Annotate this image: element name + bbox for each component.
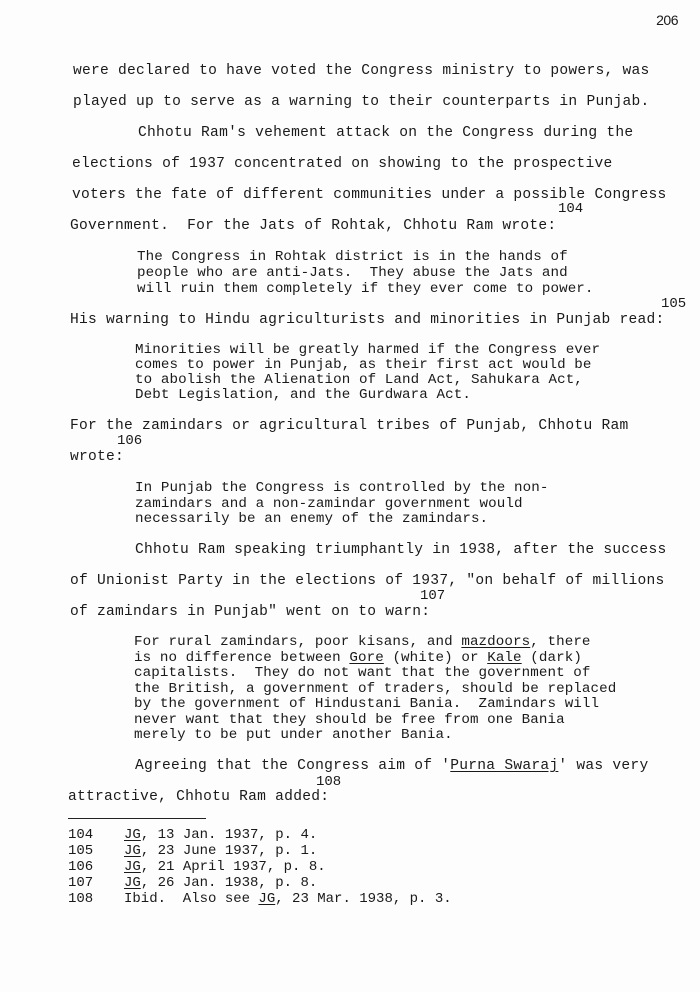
footnote-number: 104: [68, 827, 94, 843]
page-number: 206: [656, 12, 678, 28]
footnote-104: [68, 828, 317, 842]
quote-line: Minorities will be greatly harmed if the Congress ever: [135, 342, 601, 358]
footnote-text: , 26 Jan. 1938, p. 8.: [140, 875, 318, 891]
quote-line: never want that they should be free from one Bania: [134, 712, 565, 728]
footnote-number: 106: [68, 859, 94, 875]
text-line: [135, 758, 648, 774]
text-line: Chhotu Ram speaking triumphantly in 1938, after the success: [135, 542, 667, 558]
text-line: were declared to have voted the Congress ministry to powers, was: [73, 63, 650, 79]
text-line: His warning to Hindu agriculturists and minorities in Punjab read:: [70, 312, 665, 328]
quote-line: The Congress in Rohtak district is in the hands of: [137, 249, 568, 265]
text-line: wrote:: [70, 449, 125, 465]
footnote-number: 105: [68, 843, 94, 859]
quote-line: [134, 650, 582, 666]
text-line: For the zamindars or agricultural tribes of Punjab, Chhotu Ram: [70, 418, 629, 434]
footnote-number: 108: [68, 891, 94, 907]
footnote-ref-107: 107: [420, 588, 446, 604]
quote-line: necessarily be an enemy of the zamindars.: [135, 511, 489, 527]
quote-line: merely to be put under another Bania.: [134, 727, 453, 743]
footnote-text: , 23 June 1937, p. 1.: [140, 843, 318, 859]
underlined-term-kale: Kale: [487, 650, 522, 666]
text-span: Agreeing that the Congress aim of ': [135, 758, 451, 774]
footnote-source: JG: [124, 843, 141, 859]
quote-line: zamindars and a non-zamindar government would: [135, 496, 523, 512]
footnote-ref-105: 105: [661, 296, 687, 312]
text-span: (white) or: [383, 650, 488, 666]
footnote-ref-108: 108: [316, 774, 342, 790]
text-line: voters the fate of different communities under a possible Congress: [72, 187, 667, 203]
footnote-separator: [68, 818, 206, 819]
text-span: (dark): [521, 650, 582, 666]
footnote-source: JG: [124, 827, 141, 843]
quote-line: to abolish the Alienation of Land Act, Sahukara Act,: [135, 372, 583, 388]
text-line: attractive, Chhotu Ram added:: [68, 789, 330, 805]
text-line: played up to serve as a warning to their counterparts in Punjab.: [73, 94, 650, 110]
footnote-text: , 13 Jan. 1937, p. 4.: [140, 827, 318, 843]
text-span: For rural zamindars, poor kisans, and: [134, 634, 462, 650]
quote-line: Debt Legislation, and the Gurdwara Act.: [135, 387, 471, 403]
footnote-108: [68, 892, 452, 906]
underlined-term-mazdoors: mazdoors: [461, 634, 531, 650]
text-line: of zamindars in Punjab" went on to warn:: [70, 604, 431, 620]
footnote-ref-104: 104: [558, 201, 584, 217]
quote-line: capitalists. They do not want that the government of: [134, 665, 591, 681]
footnote-107: [68, 876, 317, 890]
text-line: Government. For the Jats of Rohtak, Chhotu Ram wrote:: [70, 218, 557, 234]
text-span: ' was very: [558, 758, 649, 774]
quote-line: will ruin them completely if they ever come to power.: [137, 281, 594, 297]
text-span: , there: [530, 634, 591, 650]
footnote-text: , 23 Mar. 1938, p. 3.: [275, 891, 452, 907]
text-span: is no difference between: [134, 650, 350, 666]
quote-line: by the government of Hindustani Bania. Zamindars will: [134, 696, 600, 712]
footnote-text: , 21 April 1937, p. 8.: [140, 859, 326, 875]
footnote-ref-106: 106: [117, 433, 143, 449]
footnote-text: Ibid. Also see: [124, 891, 259, 907]
footnote-105: [68, 844, 317, 858]
footnote-106: [68, 860, 326, 874]
text-line: of Unionist Party in the elections of 1937, "on behalf of millions: [70, 573, 665, 589]
footnote-source: JG: [258, 891, 276, 907]
text-line: elections of 1937 concentrated on showing to the prospective: [72, 156, 613, 172]
footnote-source: JG: [124, 859, 141, 875]
text-line: Chhotu Ram's vehement attack on the Congress during the: [138, 125, 634, 141]
quote-line: the British, a government of traders, should be replaced: [134, 681, 617, 697]
quote-line: [134, 634, 591, 650]
underlined-term-gore: Gore: [349, 650, 384, 666]
quote-line: In Punjab the Congress is controlled by the non-: [135, 480, 549, 496]
footnote-source: JG: [124, 875, 141, 891]
underlined-term-purna-swaraj: Purna Swaraj: [450, 758, 559, 774]
footnote-number: 107: [68, 875, 94, 891]
quote-line: people who are anti-Jats. They abuse the Jats and: [137, 265, 568, 281]
quote-line: comes to power in Punjab, as their first act would be: [135, 357, 592, 373]
